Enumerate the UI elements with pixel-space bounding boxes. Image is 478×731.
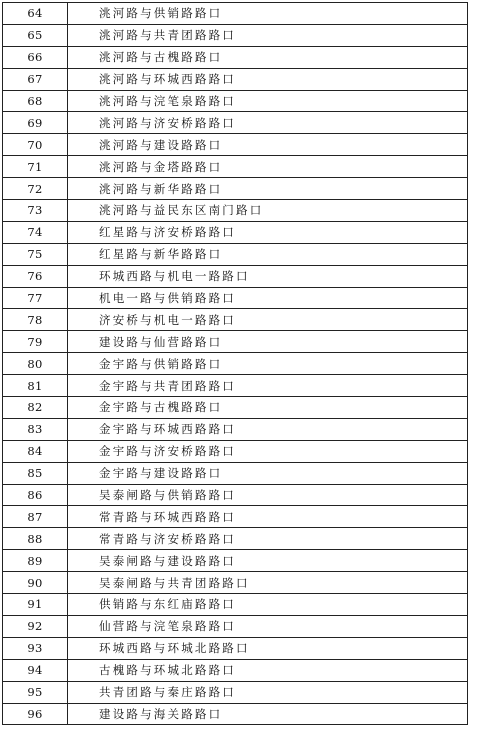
intersection-name-cell: 供销路与东红庙路路口 [68,594,468,616]
intersection-name-cell: 洮河路与益民东区南门路口 [68,200,468,222]
row-number-cell: 73 [3,200,68,222]
row-number-cell: 91 [3,594,68,616]
row-number-cell: 72 [3,178,68,200]
intersection-name-cell: 古槐路与环城北路路口 [68,659,468,681]
intersection-name-cell: 金宇路与济安桥路路口 [68,440,468,462]
table-row [3,309,468,331]
intersection-name-cell: 洮河路与古槐路路口 [68,46,468,68]
row-number-cell: 79 [3,331,68,353]
row-number-cell: 93 [3,637,68,659]
table-row [3,659,468,681]
intersection-name-cell: 洮河路与浣笔泉路路口 [68,90,468,112]
table-row [3,287,468,309]
table-row [3,397,468,419]
table-row [3,462,468,484]
intersection-name-cell: 洮河路与共青团路路口 [68,24,468,46]
intersection-name-cell: 红星路与济安桥路路口 [68,221,468,243]
row-number-cell: 77 [3,287,68,309]
intersection-name-cell: 金宇路与共青团路路口 [68,375,468,397]
table-row [3,506,468,528]
intersection-name-cell: 吴泰闸路与供销路路口 [68,484,468,506]
table-row [3,375,468,397]
table-row [3,594,468,616]
intersection-name-cell: 红星路与新华路路口 [68,243,468,265]
table-row [3,178,468,200]
intersection-name-cell: 共青团路与秦庄路路口 [68,681,468,703]
table-row [3,353,468,375]
document-page [2,2,468,725]
row-number-cell: 87 [3,506,68,528]
intersection-name-cell: 建设路与海关路路口 [68,703,468,725]
row-number-cell: 82 [3,397,68,419]
row-number-cell: 83 [3,418,68,440]
row-number-cell: 75 [3,243,68,265]
row-number-cell: 92 [3,615,68,637]
table-row [3,418,468,440]
intersection-name-cell: 济安桥与机电一路路口 [68,309,468,331]
intersection-name-cell: 金宇路与建设路路口 [68,462,468,484]
intersection-name-cell: 建设路与仙营路路口 [68,331,468,353]
row-number-cell: 67 [3,68,68,90]
row-number-cell: 96 [3,703,68,725]
row-number-cell: 95 [3,681,68,703]
table-row [3,112,468,134]
row-number-cell: 80 [3,353,68,375]
row-number-cell: 74 [3,221,68,243]
intersection-name-cell: 吴泰闸路与建设路路口 [68,550,468,572]
intersection-name-cell: 洮河路与建设路路口 [68,134,468,156]
row-number-cell: 76 [3,265,68,287]
row-number-cell: 64 [3,3,68,25]
intersection-name-cell: 金宇路与环城西路路口 [68,418,468,440]
table-row [3,615,468,637]
row-number-cell: 66 [3,46,68,68]
table-row [3,90,468,112]
row-number-cell: 85 [3,462,68,484]
intersection-name-cell: 洮河路与金塔路路口 [68,156,468,178]
table-row [3,331,468,353]
table-row [3,637,468,659]
intersection-name-cell: 吴泰闸路与共青团路路口 [68,572,468,594]
intersection-name-cell: 洮河路与新华路路口 [68,178,468,200]
table-row [3,265,468,287]
table-row [3,200,468,222]
table-row [3,440,468,462]
intersection-table [2,2,468,725]
intersection-name-cell: 机电一路与供销路路口 [68,287,468,309]
row-number-cell: 70 [3,134,68,156]
intersection-name-cell: 洮河路与环城西路路口 [68,68,468,90]
row-number-cell: 71 [3,156,68,178]
table-row [3,681,468,703]
row-number-cell: 88 [3,528,68,550]
row-number-cell: 84 [3,440,68,462]
table-row [3,572,468,594]
intersection-name-cell: 环城西路与环城北路路口 [68,637,468,659]
intersection-name-cell: 洮河路与济安桥路路口 [68,112,468,134]
intersection-name-cell: 仙营路与浣笔泉路路口 [68,615,468,637]
row-number-cell: 78 [3,309,68,331]
table-row [3,703,468,725]
table-row [3,156,468,178]
intersection-name-cell: 常青路与济安桥路路口 [68,528,468,550]
table-row [3,134,468,156]
table-row [3,550,468,572]
table-body [3,3,468,725]
intersection-name-cell: 洮河路与供销路路口 [68,3,468,25]
row-number-cell: 90 [3,572,68,594]
intersection-name-cell: 金宇路与供销路路口 [68,353,468,375]
row-number-cell: 68 [3,90,68,112]
intersection-name-cell: 金宇路与古槐路路口 [68,397,468,419]
table-row [3,243,468,265]
table-row [3,221,468,243]
row-number-cell: 65 [3,24,68,46]
table-row [3,24,468,46]
table-row [3,68,468,90]
intersection-name-cell: 环城西路与机电一路路口 [68,265,468,287]
table-row [3,484,468,506]
table-row [3,528,468,550]
table-row [3,3,468,25]
row-number-cell: 94 [3,659,68,681]
row-number-cell: 89 [3,550,68,572]
row-number-cell: 69 [3,112,68,134]
table-row [3,46,468,68]
row-number-cell: 81 [3,375,68,397]
intersection-name-cell: 常青路与环城西路路口 [68,506,468,528]
row-number-cell: 86 [3,484,68,506]
